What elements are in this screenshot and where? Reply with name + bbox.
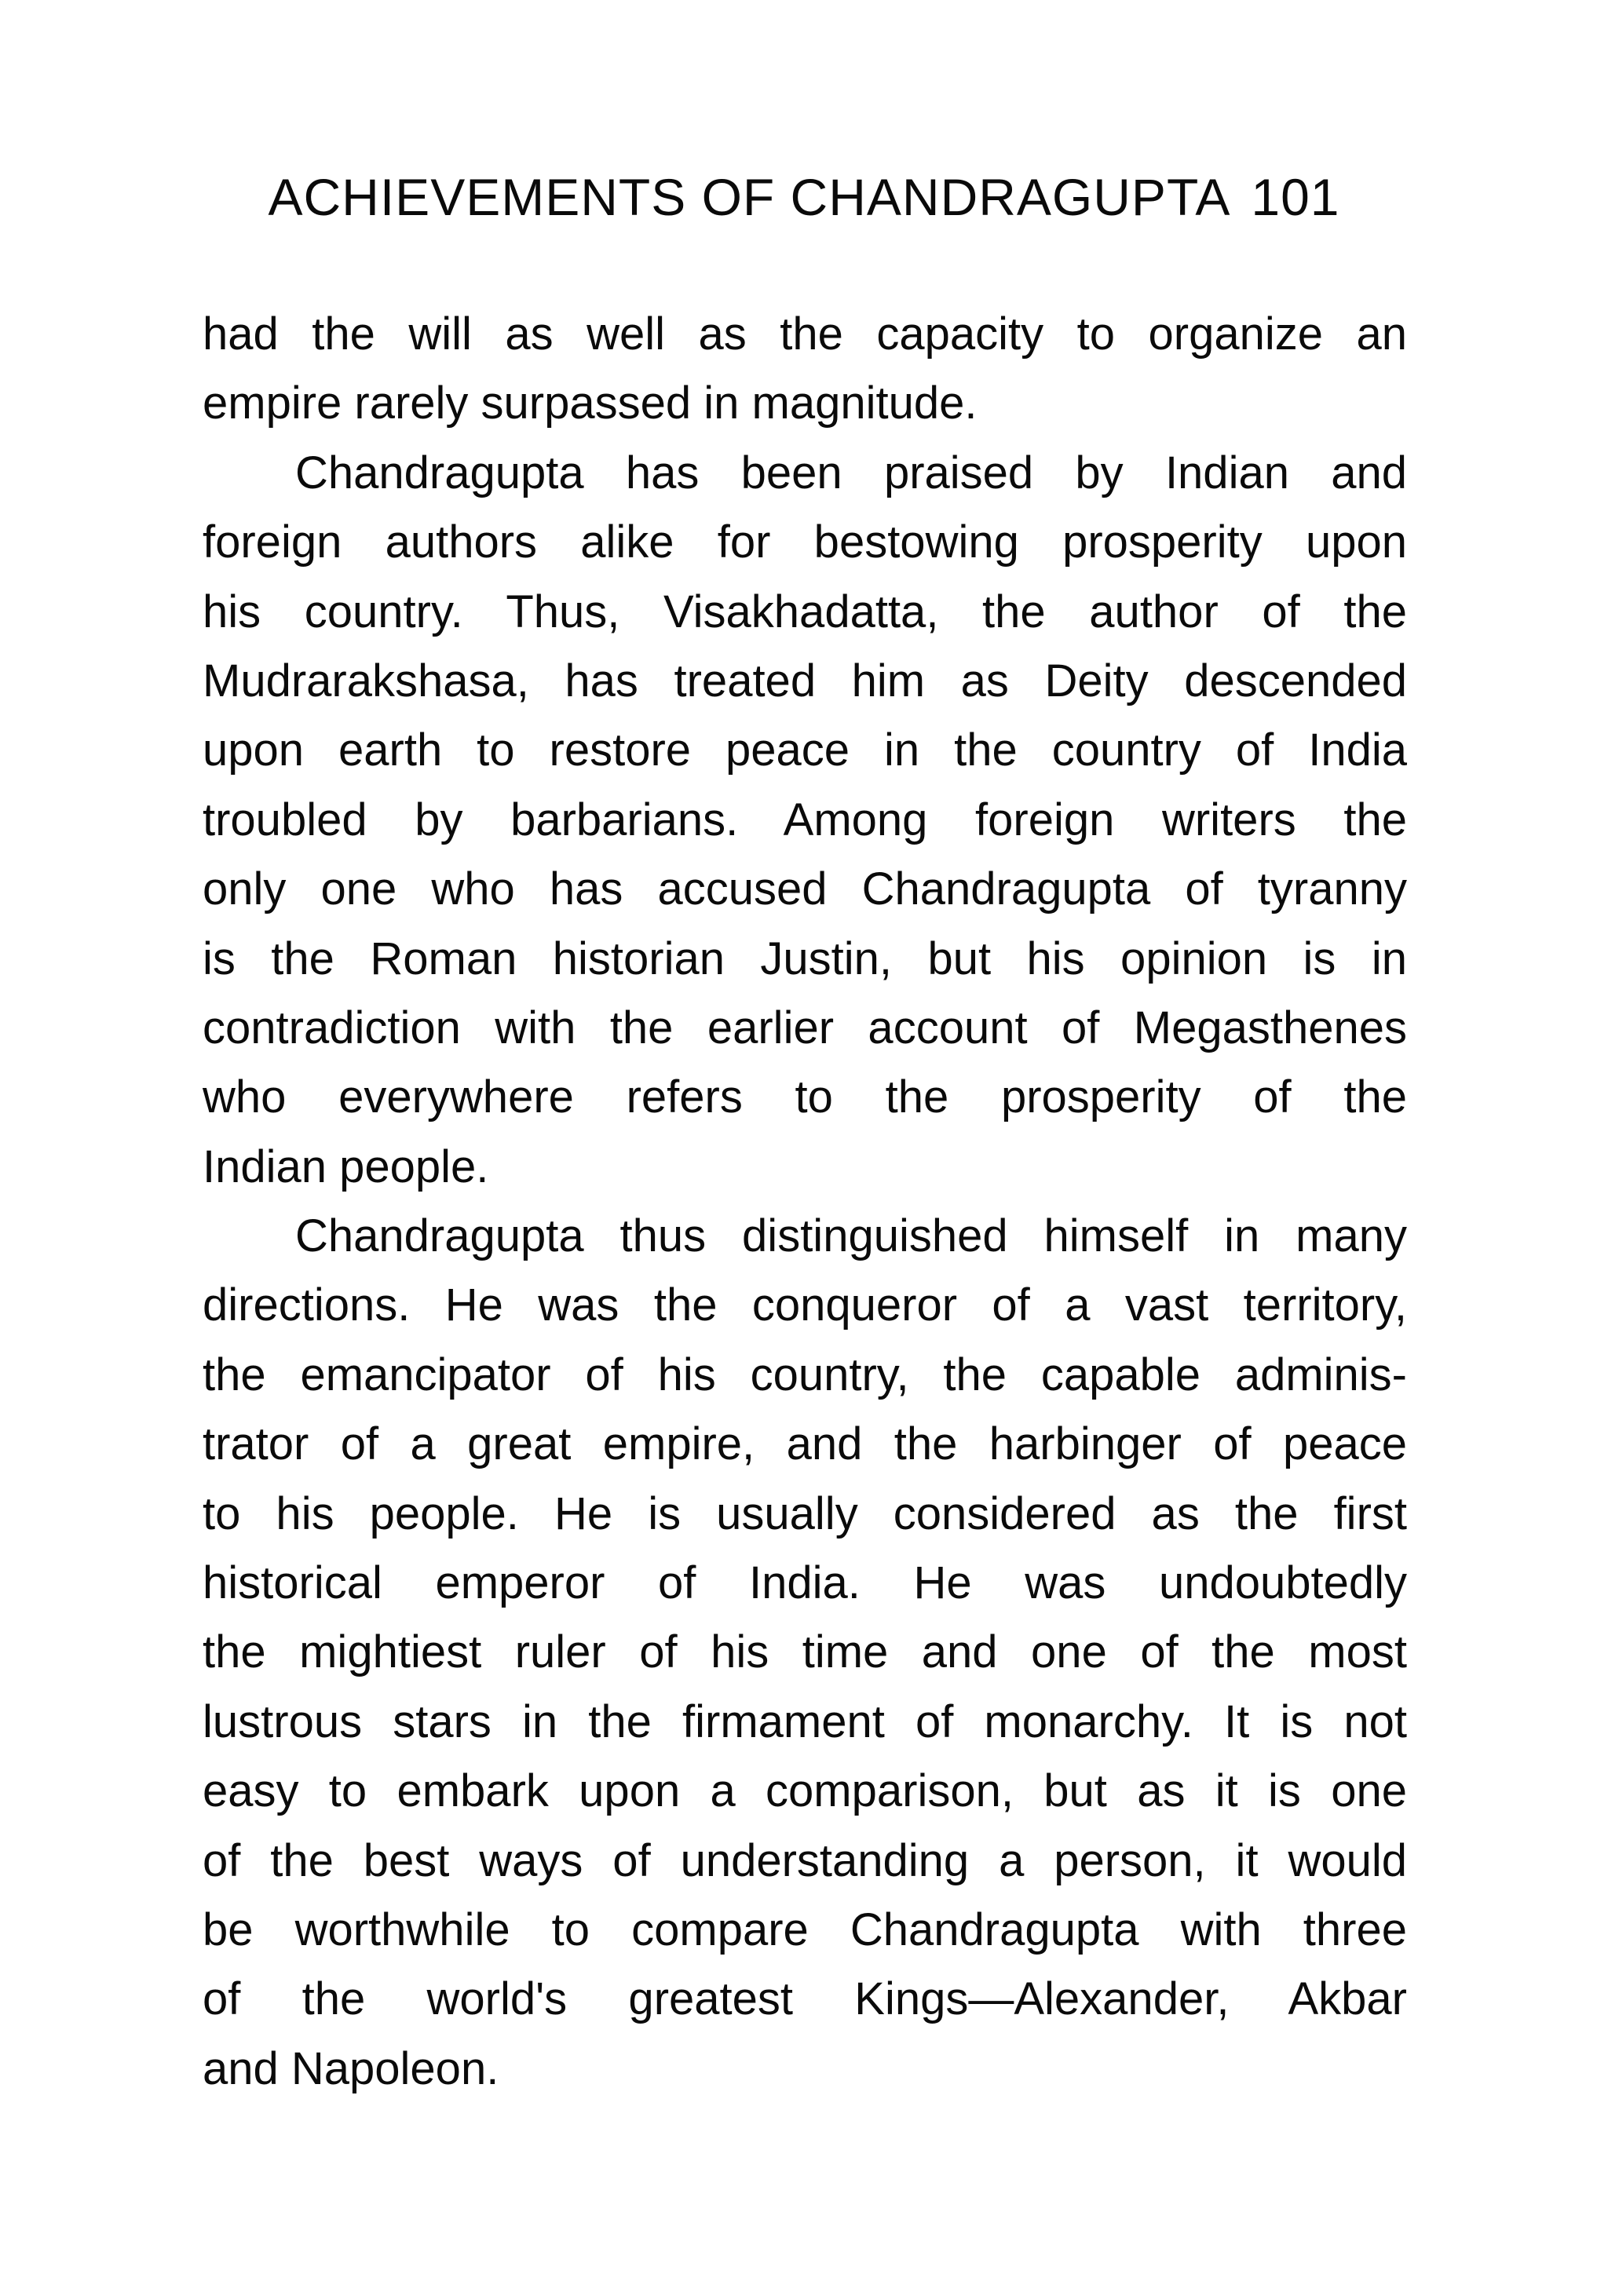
- text-line: foreign authors alike for bestowing prosperity upon: [203, 517, 1407, 568]
- text-line: easy to embark upon a comparison, but as it is one: [203, 1765, 1407, 1817]
- text-line: Chandragupta has been praised by Indian and: [295, 447, 1407, 498]
- text-line: Indian people.: [203, 1141, 489, 1192]
- text-line: lustrous stars in the firmament of monarchy. It is not: [203, 1696, 1407, 1747]
- running-head-title: ACHIEVEMENTS OF CHANDRAGUPTA: [268, 168, 1231, 226]
- text-line: who everywhere refers to the prosperity of the: [203, 1071, 1407, 1123]
- text-line: only one who has accused Chandragupta of tyranny: [203, 863, 1407, 915]
- text-line: troubled by barbarians. Among foreign writers the: [203, 794, 1407, 845]
- text-line: of the world's greatest Kings—Alexander, Akbar: [203, 1973, 1407, 2025]
- text-line: empire rarely surpassed in magnitude.: [203, 378, 978, 429]
- text-line: trator of a great empire, and the harbinger of peace: [203, 1418, 1407, 1470]
- text-line: had the will as well as the capacity to organize an: [203, 308, 1407, 360]
- text-line: directions. He was the conqueror of a vast territory,: [203, 1279, 1407, 1331]
- text-line: contradiction with the earlier account of Megasthenes: [203, 1002, 1407, 1053]
- text-line: Mudrarakshasa, has treated him as Deity descended: [203, 655, 1407, 706]
- text-line: is the Roman historian Justin, but his opinion is in: [203, 933, 1407, 984]
- text-line: and Napoleon.: [203, 2042, 499, 2094]
- text-line: to his people. He is usually considered as the first: [203, 1487, 1407, 1539]
- text-line: the emancipator of his country, the capable adminis-: [203, 1349, 1407, 1400]
- text-line: historical emperor of India. He was undoubtedly: [203, 1557, 1407, 1609]
- body-text: [203, 300, 1407, 2104]
- text-line: Chandragupta thus distinguished himself in many: [295, 1210, 1407, 1262]
- text-line: his country. Thus, Visakhadatta, the author of the: [203, 586, 1407, 637]
- text-line: upon earth to restore peace in the country of India: [203, 725, 1407, 776]
- page-number: 101: [1251, 168, 1340, 226]
- text-line: of the best ways of understanding a person, it would: [203, 1834, 1407, 1886]
- text-line: the mightiest ruler of his time and one of the most: [203, 1626, 1407, 1678]
- text-line: be worthwhile to compare Chandragupta with three: [203, 1904, 1407, 1955]
- running-head: [0, 168, 1608, 226]
